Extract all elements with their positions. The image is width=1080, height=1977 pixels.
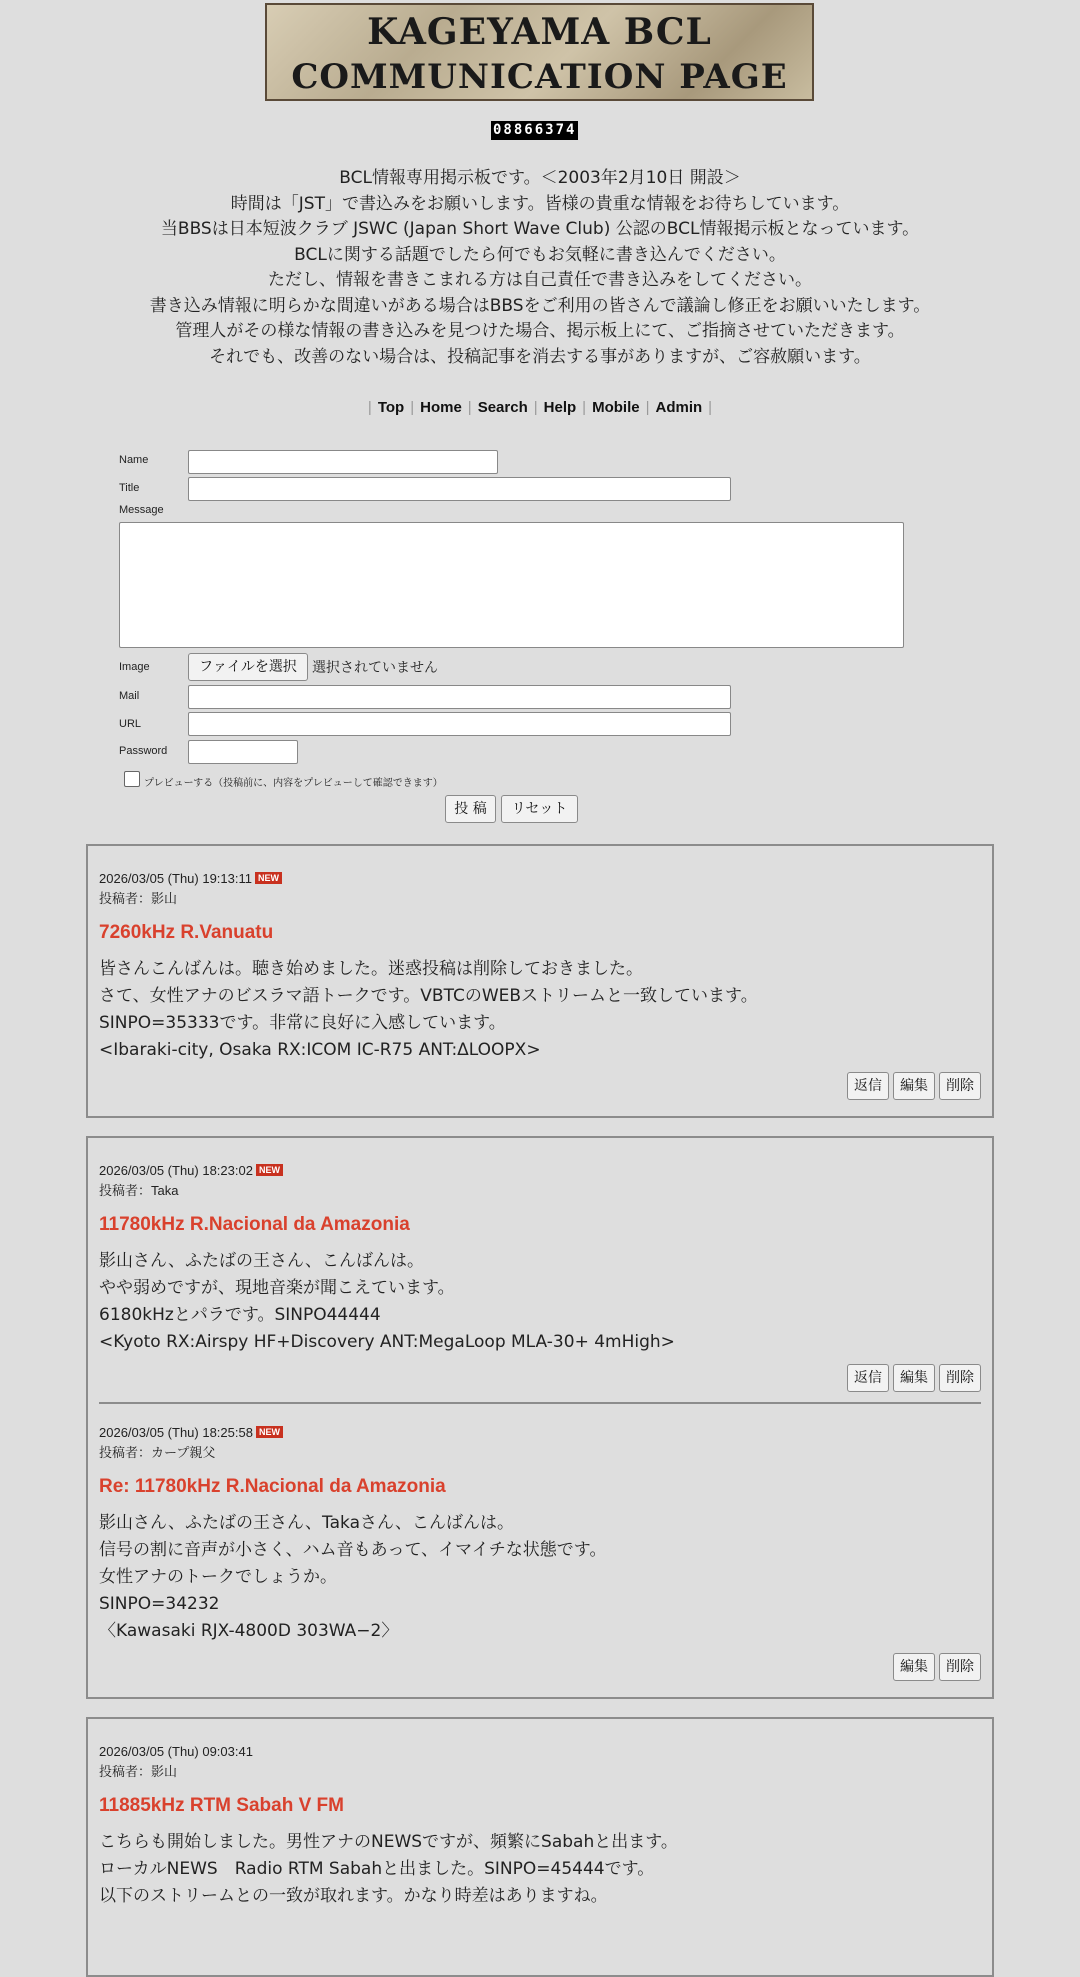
edit-button[interactable]: 編集: [893, 1072, 935, 1100]
nav-separator: |: [410, 399, 415, 416]
file-status: 選択されていません: [312, 660, 438, 676]
post-actions: [889, 1653, 981, 1681]
post-date-text: 2026/03/05 (Thu) 09:03:41: [99, 1744, 253, 1759]
preview-label: プレビューする（投稿前に、内容をプレビューして確認できます）: [144, 778, 443, 789]
intro-line: 管理人がその様な情報の書き込みを見つけた場合、掲示板上にて、ご指摘させていただきます。: [175, 321, 905, 341]
nav-link-home[interactable]: Home: [420, 399, 462, 416]
reply-button[interactable]: 返信: [847, 1072, 889, 1100]
post-item: [99, 1161, 981, 1356]
mail-input[interactable]: [188, 685, 731, 709]
title-label: Title: [119, 482, 140, 494]
delete-button[interactable]: 削除: [939, 1072, 981, 1100]
post-body: 影山さん、ふたばの王さん、Takaさん、こんばんは。 信号の割に音声が小さく、ハム音もあって、イマイチな状態です。 女性アナのトークでしょうか。 SINPO=34232 〈Kawasaki RJX-4800D 303WA−2〉: [99, 1513, 607, 1641]
reset-button[interactable]: リセット: [501, 795, 578, 823]
new-badge: NEW: [256, 1164, 283, 1176]
nav-link-admin[interactable]: Admin: [655, 399, 703, 416]
post-date: [99, 1423, 981, 1443]
post-author: 投稿者：影山: [99, 891, 178, 906]
nav-link-mobile[interactable]: Mobile: [592, 399, 640, 416]
post-body: 影山さん、ふたばの王さん、こんばんは。 やや弱めですが、現地音楽が聞こえています。 6180kHzとパラです。SINPO44444 <Kyoto RX:Airspy HF+Discovery ANT:MegaLoop MLA-30+ 4mHigh>: [99, 1251, 675, 1352]
new-badge: NEW: [256, 1426, 283, 1438]
reply-divider: [99, 1402, 981, 1404]
post-item: [99, 869, 981, 1064]
title-input[interactable]: [188, 477, 731, 501]
nav-separator: |: [708, 399, 713, 416]
intro-line: それでも、改善のない場合は、投稿記事を消去する事がありますが、ご容赦願います。: [209, 346, 871, 367]
post-author: 投稿者：影山: [99, 1764, 178, 1779]
nav-link-help[interactable]: Help: [543, 399, 577, 416]
intro-line: 書き込み情報に明らかな間違いがある場合はBBSをご利用の皆さんで議論し修正をお願いいたします。: [149, 295, 931, 316]
top-navigation: [0, 399, 1080, 416]
edit-button[interactable]: 編集: [893, 1364, 935, 1392]
nav-separator: |: [467, 399, 472, 416]
post-date: [99, 1161, 981, 1181]
message-textarea[interactable]: [119, 522, 904, 648]
post-date: [99, 1742, 981, 1762]
post-actions: [843, 1072, 981, 1100]
post-author: 投稿者：カープ親父: [99, 1445, 216, 1460]
nav-separator: |: [533, 399, 538, 416]
url-input[interactable]: [188, 712, 731, 736]
post-item: [99, 1742, 981, 1910]
nav-separator: |: [645, 399, 650, 416]
post-title: 11885kHz RTM Sabah V FM: [99, 1795, 344, 1816]
post-title: 7260kHz R.Vanuatu: [99, 922, 274, 943]
nav-link-search[interactable]: Search: [477, 399, 528, 416]
banner-line-1: KAGEYAMA BCL: [367, 11, 712, 53]
mail-label: Mail: [119, 690, 140, 702]
post-body: 皆さんこんばんは。聴き始めました。迷惑投稿は削除しておきました。 さて、女性アナのビスラマ語トークです。VBTCのWEBストリームと一致しています。 SINPO=35333です。非常に良好に入感しています。 <Ibaraki-city, Osaka RX:ICOM IC-R75 ANT:ΔLOOPX>: [99, 959, 758, 1060]
post-title: 11780kHz R.Nacional da Amazonia: [99, 1214, 410, 1235]
password-input[interactable]: [188, 740, 298, 764]
post-date-text: 2026/03/05 (Thu) 18:25:58: [99, 1425, 253, 1440]
image-label: Image: [119, 661, 150, 673]
intro-line: BCLに関する話題でしたら何でもお気軽に書き込んでください。: [294, 244, 786, 265]
post-author: 投稿者：Taka: [99, 1183, 179, 1198]
delete-button[interactable]: 削除: [939, 1364, 981, 1392]
post-title: Re: 11780kHz R.Nacional da Amazonia: [99, 1476, 446, 1497]
post-date-text: 2026/03/05 (Thu) 18:23:02: [99, 1163, 253, 1178]
submit-button[interactable]: 投 稿: [445, 795, 496, 823]
password-label: Password: [119, 745, 168, 757]
visitor-counter: 08866374: [493, 122, 577, 138]
post-body: こちらも開始しました。男性アナのNEWSですが、頻繁にSabahと出ます。 ローカルNEWS Radio RTM Sabahと出ました。SINPO=45444です。 以下のストリームとの一致が取れます。かなり時差はありますね。: [99, 1832, 678, 1906]
post-date-text: 2026/03/05 (Thu) 19:13:11: [99, 871, 252, 886]
preview-checkbox[interactable]: [124, 771, 140, 787]
intro-line: 当BBSは日本短波クラブ JSWC (Japan Short Wave Club) 公認のBCL情報掲示板となっています。: [160, 219, 920, 239]
nav-separator: |: [582, 399, 587, 416]
intro-line: BCL情報専用掲示板です。＜2003年2月10日 開設＞: [339, 168, 741, 188]
nav-separator: |: [367, 399, 372, 416]
delete-button[interactable]: 削除: [939, 1653, 981, 1681]
site-banner-logo: [265, 3, 814, 101]
new-badge: NEW: [255, 872, 282, 884]
reply-button[interactable]: 返信: [847, 1364, 889, 1392]
url-label: URL: [119, 718, 142, 730]
intro-line: 時間は「JST」で書込みをお願いします。皆様の貴重な情報をお待ちしています。: [230, 193, 850, 214]
intro-text: [0, 166, 1080, 370]
message-label: Message: [119, 504, 164, 516]
reply-post-item: [99, 1423, 981, 1645]
name-label: Name: [119, 454, 149, 466]
file-select-button[interactable]: ファイルを選択: [188, 653, 308, 681]
banner-line-2: COMMUNICATION PAGE: [291, 57, 788, 97]
edit-button[interactable]: 編集: [893, 1653, 935, 1681]
post-actions: [843, 1364, 981, 1392]
post-date: [99, 869, 981, 889]
intro-line: ただし、情報を書きこまれる方は自己責任で書き込みをしてください。: [268, 270, 812, 290]
name-input[interactable]: [188, 450, 498, 474]
nav-link-top[interactable]: Top: [377, 399, 405, 416]
